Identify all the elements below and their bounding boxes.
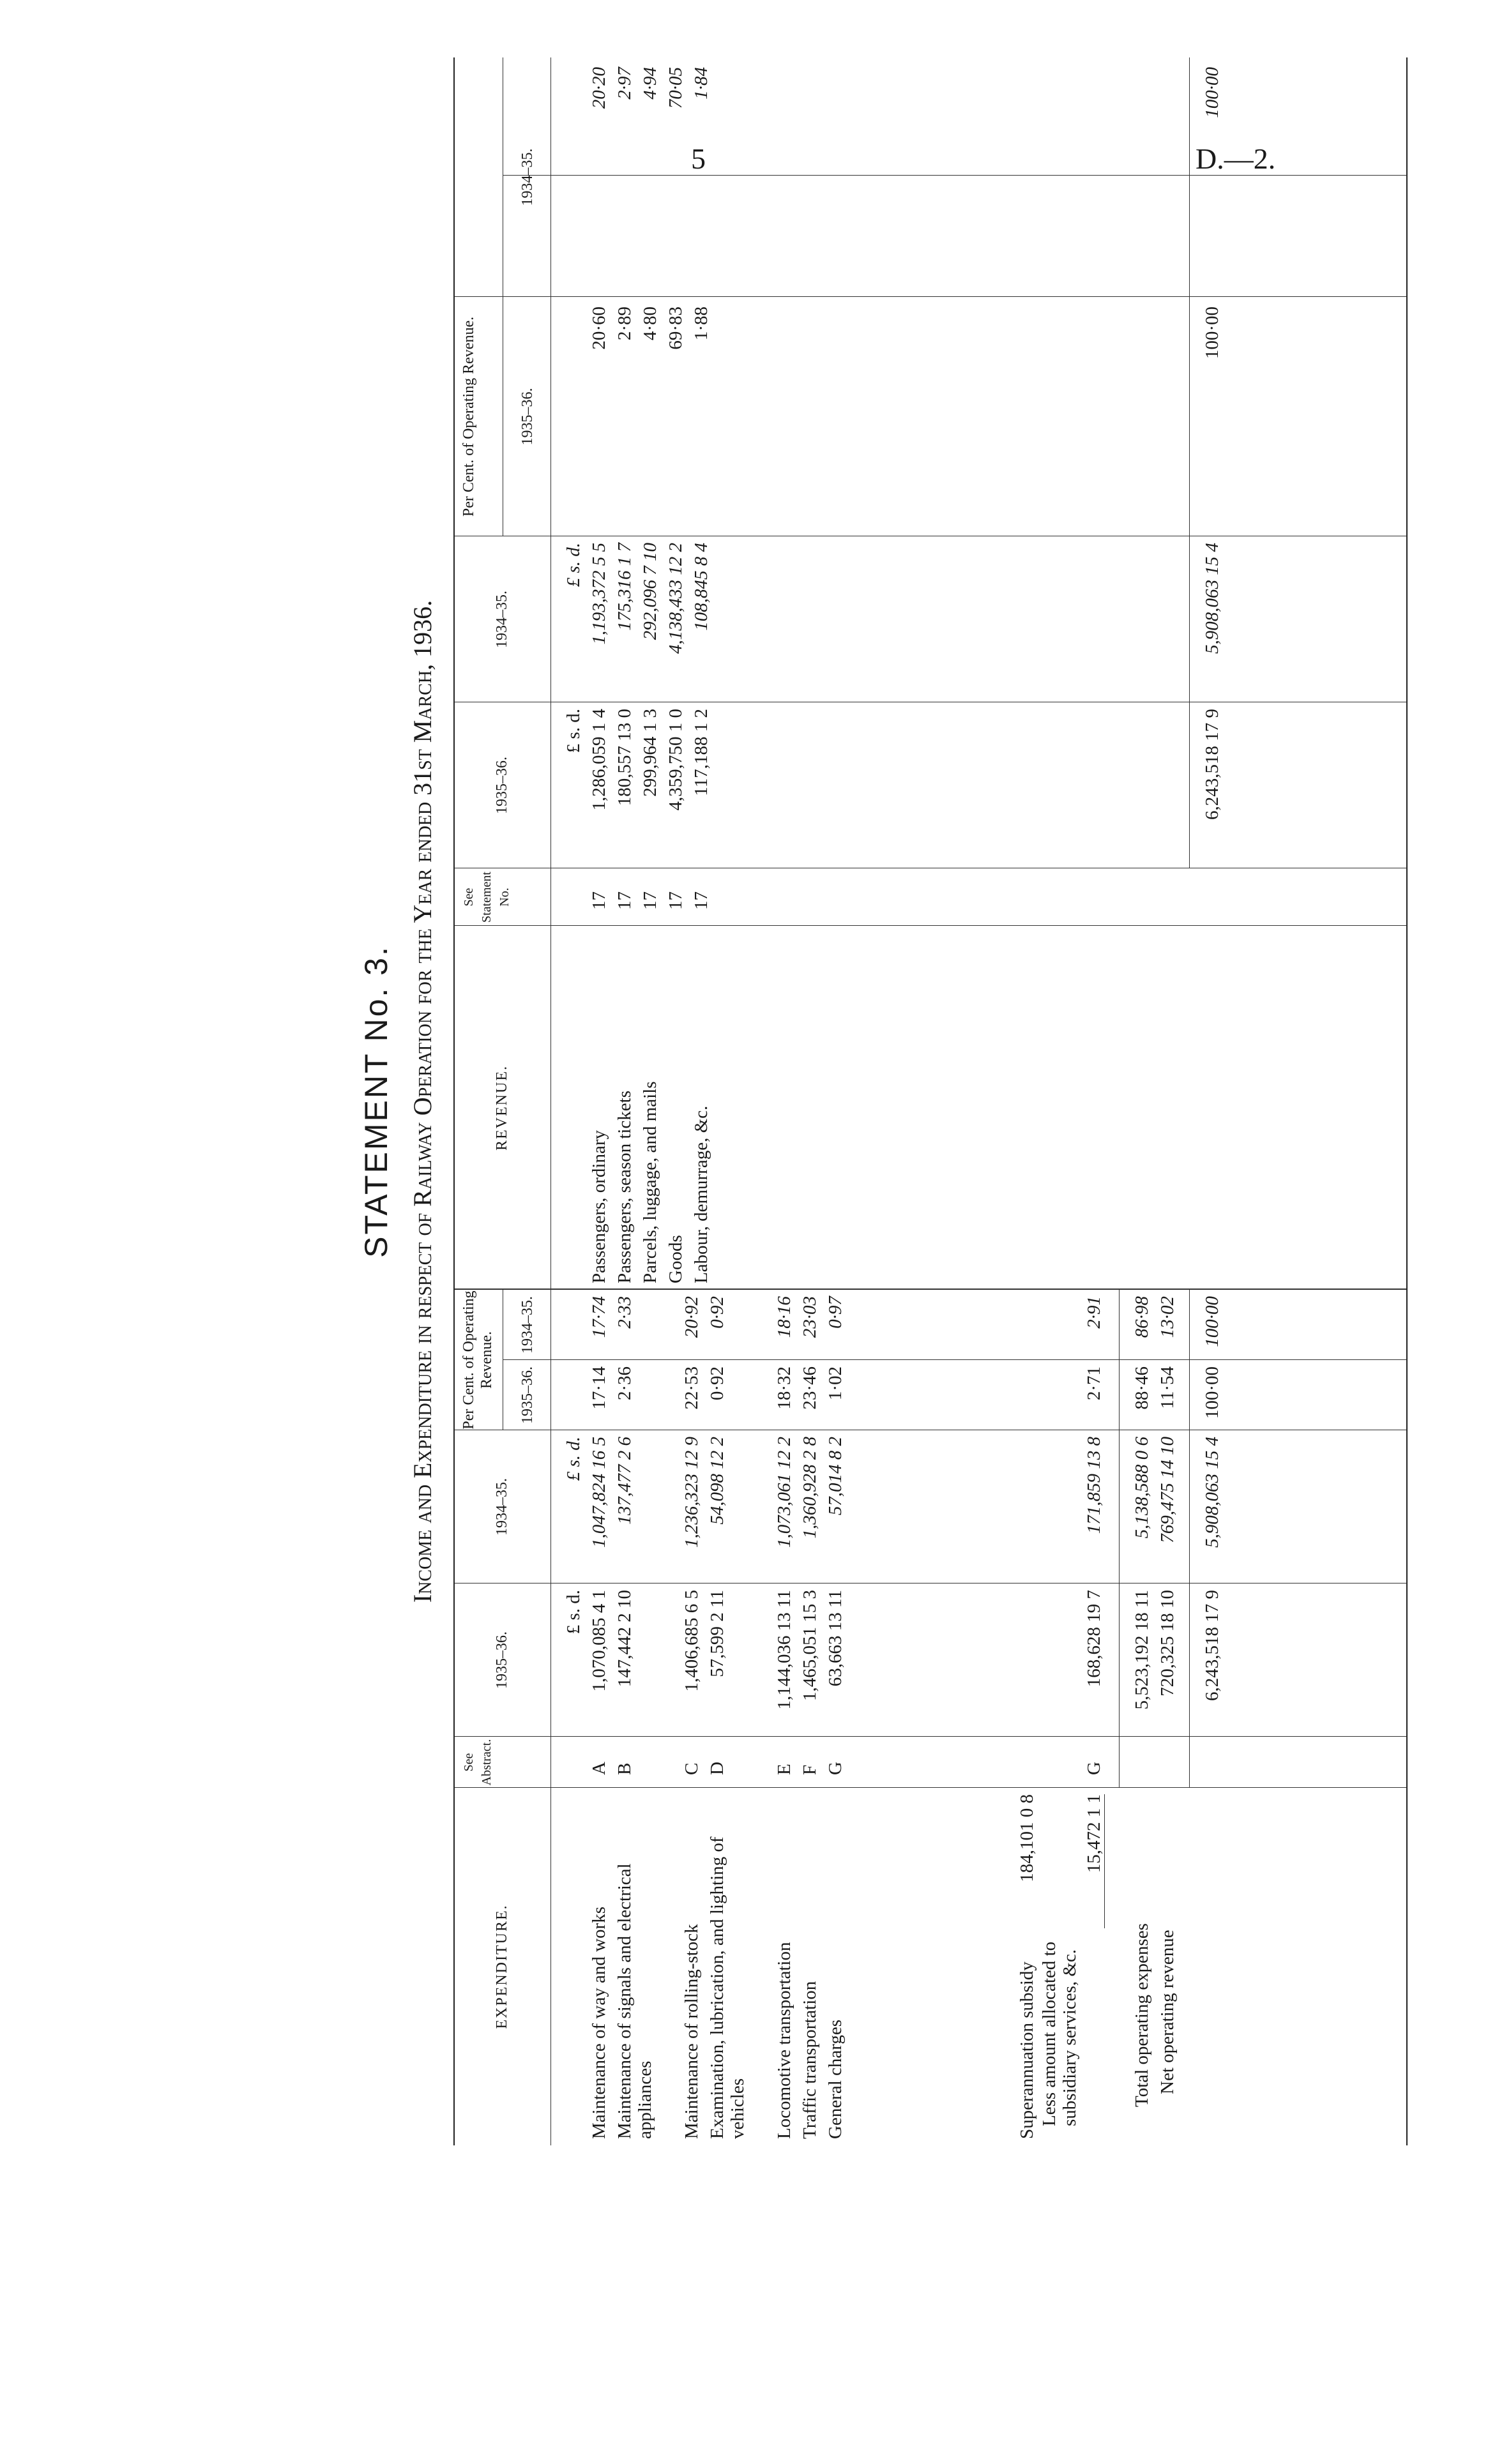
total-pc1935: 11·54 — [1157, 1366, 1178, 1409]
expenditure-1935: 1,465,051 15 3 — [800, 1590, 820, 1701]
revenue-label: Goods — [665, 1235, 686, 1283]
revenue-statement: 17 — [589, 891, 609, 910]
expenditure-label: Maintenance of signals and electrical appliances — [614, 1863, 655, 2139]
superannuation-label: Superannuation subsidy — [1017, 1961, 1037, 2139]
expenditure-label: Locomotive transportation — [774, 1942, 794, 2139]
revenue-1934: 1,193,372 5 5 — [589, 543, 609, 645]
header-revenue: REVENUE. — [494, 1065, 510, 1151]
expenditure-pc1935: 23·46 — [800, 1366, 820, 1410]
expenditure-pc1934: 20·92 — [681, 1296, 702, 1338]
revenue-1934: 4,138,433 12 2 — [665, 543, 686, 654]
revenue-pc1935: 4·80 — [640, 306, 660, 341]
expenditure-abstract: G — [825, 1762, 846, 1775]
expenditure-pc1935: 1·02 — [825, 1366, 846, 1401]
expenditure-pc1934: 0·97 — [825, 1296, 846, 1329]
revenue-pc1935: 2·89 — [614, 306, 635, 341]
expenditure-abstract: F — [800, 1764, 820, 1775]
total-1935: 5,523,192 18 11 — [1132, 1590, 1152, 1710]
expenditure-1935: 1,406,685 6 5 — [681, 1590, 702, 1692]
expenditure-label: Maintenance of way and works — [589, 1907, 609, 2139]
expenditure-abstract: C — [681, 1762, 702, 1775]
expenditure-1935: 147,442 2 10 — [614, 1590, 635, 1688]
revenue-label: Labour, demurrage, &c. — [691, 1105, 711, 1283]
expenditure-1935: 1,070,085 4 1 — [589, 1590, 609, 1692]
total-pc1935: 88·46 — [1132, 1366, 1152, 1410]
expenditure-pc1934: 2·33 — [614, 1296, 635, 1329]
revenue-label: Passengers, ordinary — [589, 1130, 609, 1283]
statement-title: STATEMENT No. 3. — [358, 945, 394, 1258]
grand-total-exp-pc1935: 100·00 — [1202, 1366, 1222, 1419]
header-expenditure: EXPENDITURE. — [494, 1904, 510, 2029]
document-reference: D.—2. — [1196, 142, 1276, 175]
unit-lsd: £ s. d. — [563, 543, 584, 587]
income-expenditure-table — [453, 57, 1408, 2145]
page-number: 5 — [691, 142, 706, 175]
expenditure-pc1934: 23·03 — [800, 1296, 820, 1338]
header-see-abstract: See Abstract. — [462, 1739, 494, 1786]
header-pc1935-exp: 1935–36. — [519, 1366, 536, 1424]
superannuation-amount: 184,101 0 8 — [1017, 1794, 1037, 1882]
revenue-1934: 175,316 1 7 — [614, 543, 635, 631]
revenue-pc1935: 69·83 — [665, 306, 686, 350]
expenditure-abstract: D — [707, 1762, 727, 1775]
superannuation-less-label: Less amount allocated to subsidiary services, &c. — [1039, 1941, 1080, 2126]
header-1935-rev: 1935–36. — [494, 757, 510, 814]
revenue-pc1934: 2·97 — [614, 67, 635, 100]
expenditure-1935: 1,144,036 13 11 — [774, 1590, 794, 1710]
expenditure-label: Examination, lubrication, and lighting of vehicles — [707, 1836, 748, 2139]
grand-total-rev-pc1935: 100·00 — [1202, 306, 1222, 359]
header-pc1934-rev: 1934–35. — [519, 148, 536, 206]
expenditure-1934: 1,047,824 16 5 — [589, 1437, 609, 1548]
expenditure-1934: 57,014 8 2 — [825, 1437, 846, 1516]
revenue-pc1934: 1·84 — [691, 67, 711, 100]
revenue-statement: 17 — [665, 891, 686, 910]
expenditure-1935: 63,663 13 11 — [825, 1590, 846, 1687]
expenditure-abstract: A — [589, 1762, 609, 1775]
grand-total-rev-1934: 5,908,063 15 4 — [1202, 543, 1222, 654]
expenditure-abstract: E — [774, 1764, 794, 1775]
total-pc1934: 13·02 — [1157, 1296, 1178, 1338]
grand-total-exp-pc1934: 100·00 — [1202, 1296, 1222, 1347]
expenditure-1934: 54,098 12 2 — [707, 1437, 727, 1525]
superannuation-1934: 171,859 13 8 — [1084, 1437, 1104, 1534]
superannuation-pc1934: 2·91 — [1084, 1296, 1104, 1329]
revenue-1935: 180,557 13 0 — [614, 709, 635, 806]
revenue-1935: 1,286,059 1 4 — [589, 709, 609, 811]
expenditure-label: Maintenance of rolling-stock — [681, 1924, 702, 2139]
expenditure-pc1935: 17·14 — [589, 1366, 609, 1410]
header-1934-exp: 1934–35. — [494, 1478, 510, 1536]
revenue-statement: 17 — [691, 891, 711, 910]
grand-total-rev-1935: 6,243,518 17 9 — [1202, 709, 1222, 820]
total-pc1934: 86·98 — [1132, 1296, 1152, 1338]
total-label: Net operating revenue — [1157, 1930, 1178, 2094]
revenue-1934: 292,096 7 10 — [640, 543, 660, 640]
expenditure-pc1934: 18·16 — [774, 1296, 794, 1338]
revenue-pc1934: 70·05 — [665, 67, 686, 109]
statement-subtitle: Income and Expenditure in respect of Railway Operation for the Year ended 31st March, 1936. — [408, 600, 437, 1603]
unit-lsd: £ s. d. — [563, 1437, 584, 1481]
revenue-pc1935: 20·60 — [589, 306, 609, 350]
expenditure-pc1935: 2·36 — [614, 1366, 635, 1401]
revenue-1935: 4,359,750 1 0 — [665, 709, 686, 811]
expenditure-1934: 137,477 2 6 — [614, 1437, 635, 1525]
total-label: Total operating expenses — [1132, 1923, 1152, 2107]
expenditure-1934: 1,360,928 2 8 — [800, 1437, 820, 1539]
header-percent-rev: Per Cent. of Operating Revenue. — [460, 316, 477, 517]
expenditure-label: General charges — [825, 2019, 846, 2139]
superannuation-abstract: G — [1084, 1762, 1104, 1775]
expenditure-pc1935: 18·32 — [774, 1366, 794, 1410]
header-see-statement: See Statement No. — [462, 872, 512, 923]
expenditure-pc1934: 0·92 — [707, 1296, 727, 1329]
unit-lsd: £ s. d. — [563, 1590, 584, 1635]
grand-total-exp-1934: 5,908,063 15 4 — [1202, 1437, 1222, 1548]
header-pc1934-exp: 1934–35. — [519, 1296, 536, 1354]
expenditure-1934: 1,073,061 12 2 — [774, 1437, 794, 1548]
superannuation-less-amount: 15,472 1 1 — [1084, 1794, 1105, 1928]
grand-total-exp-1935: 6,243,518 17 9 — [1202, 1590, 1222, 1701]
expenditure-pc1935: 22·53 — [681, 1366, 702, 1410]
header-pc-rev: 1935–36. — [519, 388, 536, 446]
expenditure-abstract: B — [614, 1762, 635, 1775]
unit-lsd: £ s. d. — [563, 709, 584, 753]
superannuation-pc1935: 2·71 — [1084, 1366, 1104, 1401]
expenditure-pc1935: 0·92 — [707, 1366, 727, 1401]
revenue-1935: 299,964 1 3 — [640, 709, 660, 797]
revenue-label: Parcels, luggage, and mails — [640, 1081, 660, 1283]
rotated-statement — [358, 0, 1411, 2203]
expenditure-label: Traffic transportation — [800, 1981, 820, 2139]
header-1935-exp: 1935–36. — [494, 1631, 510, 1689]
total-1934: 5,138,588 0 6 — [1132, 1437, 1152, 1539]
revenue-statement: 17 — [640, 891, 660, 910]
total-1935: 720,325 18 10 — [1157, 1590, 1178, 1697]
header-1934-rev: 1934–35. — [494, 591, 510, 648]
revenue-1934: 108,845 8 4 — [691, 543, 711, 631]
expenditure-1935: 57,599 2 11 — [707, 1590, 727, 1677]
revenue-1935: 117,188 1 2 — [691, 709, 711, 796]
revenue-statement: 17 — [614, 891, 635, 910]
grand-total-rev-pc1934: 100·00 — [1202, 67, 1222, 118]
superannuation-1935: 168,628 19 7 — [1084, 1590, 1104, 1688]
expenditure-pc1934: 17·74 — [589, 1296, 609, 1338]
expenditure-1934: 1,236,323 12 9 — [681, 1437, 702, 1548]
revenue-pc1934: 4·94 — [640, 67, 660, 100]
revenue-label: Passengers, season tickets — [614, 1090, 635, 1283]
revenue-pc1934: 20·20 — [589, 67, 609, 109]
total-1934: 769,475 14 10 — [1157, 1437, 1178, 1543]
revenue-pc1935: 1·88 — [691, 306, 711, 341]
header-percent-exp: Per Cent. of Operating Revenue. — [460, 1290, 495, 1430]
